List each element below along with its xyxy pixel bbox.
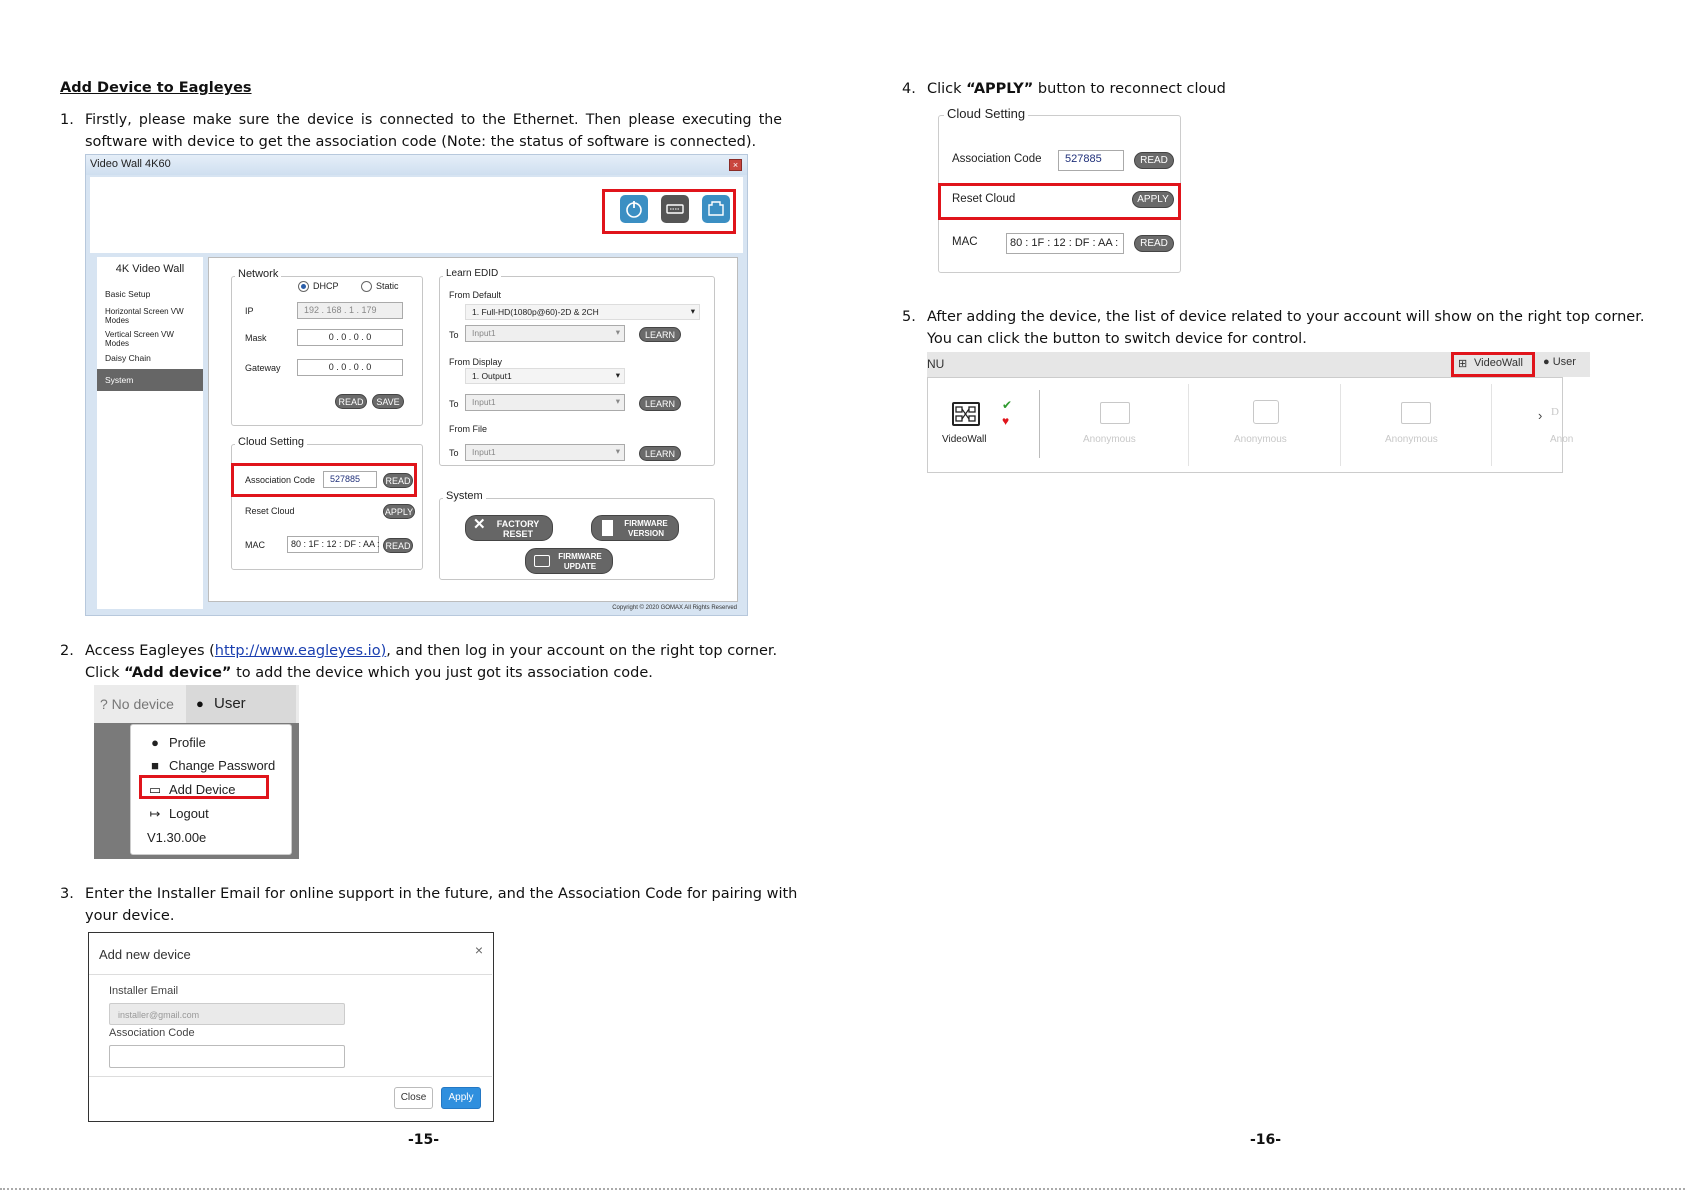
menu-item-logout[interactable]: ↦ Logout bbox=[147, 806, 209, 822]
cloud-apply-button[interactable]: APPLY bbox=[383, 504, 415, 519]
upload-icon bbox=[534, 555, 550, 567]
step-2: 2. Access Eagleyes (http://www.eagleyes.io), and then log in your account on the right top corner. Click “Add device” to add the device which you just got its association code. bbox=[60, 643, 778, 681]
close-button[interactable]: Close bbox=[394, 1087, 433, 1109]
mac-read-button[interactable]: READ bbox=[1134, 235, 1174, 252]
device-dropdown bbox=[927, 377, 1574, 473]
user-icon: ● bbox=[151, 735, 159, 750]
sidebar-item-basic-setup[interactable]: Basic Setup bbox=[105, 289, 151, 299]
step-4: 4. Click “APPLY” button to reconnect cloud bbox=[902, 81, 1226, 97]
highlight-box bbox=[139, 775, 269, 799]
dialog-title: Add new device bbox=[99, 947, 191, 962]
device-card-anonymous[interactable]: Anonymous bbox=[1342, 384, 1492, 466]
sidebar-item-vertical[interactable]: Vertical Screen VW Modes bbox=[105, 330, 174, 348]
close-icon[interactable]: × bbox=[729, 159, 742, 171]
device-card-anonymous[interactable]: Anonymous bbox=[1041, 384, 1189, 466]
association-code-input[interactable] bbox=[109, 1045, 345, 1068]
outlet-icon bbox=[1253, 400, 1279, 424]
device-card-videowall[interactable]: VideoWall ✔ ♥ bbox=[942, 398, 1013, 445]
page-number: -15- bbox=[408, 1132, 440, 1148]
wrench-icon: ✕ bbox=[473, 516, 486, 533]
highlight-box bbox=[231, 463, 417, 497]
apply-button[interactable]: Apply bbox=[441, 1087, 481, 1109]
factory-reset-button[interactable]: ✕ FACTORY RESET bbox=[465, 515, 553, 541]
app-titlebar: Video Wall 4K60 × bbox=[86, 155, 747, 175]
divider bbox=[1039, 390, 1040, 458]
no-device-label[interactable]: ? No device bbox=[100, 696, 174, 712]
network-icon bbox=[1100, 402, 1130, 424]
document-icon bbox=[602, 520, 613, 536]
default-edid-select[interactable]: 1. Full-HD(1080p@60)-2D & 2CH ▾ bbox=[465, 304, 700, 320]
learn3-button[interactable]: LEARN bbox=[639, 446, 681, 461]
highlight-box bbox=[1451, 352, 1535, 377]
version-label: V1.30.00e bbox=[147, 830, 207, 845]
eagleyes-link[interactable]: http://www.eagleyes.io) bbox=[214, 643, 387, 659]
device-navbar: NU ⊞ VideoWall ● User bbox=[927, 352, 1590, 377]
to1-select[interactable]: Input1 ▾ bbox=[465, 325, 625, 342]
step-1: 1. Firstly, please make sure the device is connected to the Ethernet. Then please executing the software with device to get the association code (Note: the status of software is connected). bbox=[60, 112, 782, 150]
static-radio[interactable] bbox=[361, 281, 372, 292]
videowall-icon: ⊞ bbox=[1458, 358, 1468, 370]
to3-select[interactable]: Input1 ▾ bbox=[465, 444, 625, 461]
logout-icon: ↦ bbox=[149, 806, 161, 821]
network-read-button[interactable]: READ bbox=[335, 394, 367, 409]
firmware-version-button[interactable]: FIRMWARE VERSION bbox=[591, 515, 679, 541]
page-bottom-rule bbox=[0, 1188, 1685, 1190]
dhcp-radio[interactable] bbox=[298, 281, 309, 292]
mask-field[interactable]: 0 . 0 . 0 . 0 bbox=[297, 329, 403, 346]
device-list-screenshot bbox=[927, 352, 1590, 475]
videowall-device-button[interactable]: ⊞ VideoWall bbox=[1452, 354, 1532, 375]
account-menu-screenshot bbox=[94, 685, 299, 859]
section-heading: Add Device to Eagleyes bbox=[60, 80, 252, 96]
to2-select[interactable]: Input1 ▾ bbox=[465, 394, 625, 411]
user-menu-toggle[interactable]: ● User bbox=[186, 685, 296, 723]
add-device-dialog: Add new device × Installer Email installer@gmail.com Association Code Close Apply bbox=[88, 932, 494, 1122]
cloud-read-button[interactable]: READ bbox=[383, 473, 413, 488]
highlight-box bbox=[938, 183, 1181, 220]
menu-item-change-password[interactable]: ■ Change Password bbox=[147, 758, 275, 773]
page-number: -16- bbox=[1250, 1132, 1282, 1148]
mac-field[interactable]: 80 : 1F : 12 : DF : AA : bbox=[287, 536, 379, 553]
lock-icon: ■ bbox=[151, 758, 159, 773]
sidebar-item-daisy-chain[interactable]: Daisy Chain bbox=[105, 353, 151, 363]
gateway-field[interactable]: 0 . 0 . 0 . 0 bbox=[297, 359, 403, 376]
sidebar-item-system[interactable]: System bbox=[97, 369, 203, 391]
check-icon: ✔ bbox=[1002, 398, 1013, 412]
cloud-setting-closeup: Cloud Setting Association Code 527885 READ Reset Cloud APPLY MAC 80 : 1F : 12 : DF : AA : READ bbox=[938, 105, 1183, 275]
next-arrow-icon[interactable]: › bbox=[1538, 408, 1543, 423]
app-sidebar: 4K Video Wall Basic Setup Horizontal Screen VW Modes Vertical Screen VW Modes Daisy Chain System bbox=[97, 257, 203, 609]
association-code-field[interactable]: 527885 bbox=[1058, 150, 1124, 171]
user-menu-toggle[interactable]: ● User bbox=[1543, 356, 1576, 368]
association-code-field[interactable]: 527885 bbox=[323, 471, 377, 488]
device-card-partial[interactable]: D Anon bbox=[1550, 406, 1574, 445]
sidebar-item-horizontal[interactable]: Horizontal Screen VW Modes bbox=[105, 307, 184, 325]
videowall-icon bbox=[952, 402, 980, 426]
menu-item-profile[interactable]: ● Profile bbox=[147, 735, 206, 750]
app-main-panel: Network DHCP Static IP 192 . 168 . 1 . 179 Mask 0 . 0 . 0 . 0 Gateway 0 . 0 . 0 . 0 READ SAVE Cloud Setting Association Code 527885 READ Reset Cloud APPLY MAC 80 : 1F : 12 : DF : AA : READ Learn EDID From Default 1. Full-HD(1080p@60)-2D & 2CH ▾ To Input1 ▾ LEARN From Display 1. Output1 ▾ To Input1 ▾ LEARN From File To Input1 ▾ LEARN System ✕ FACTORY RESET FIRMWARE VERSION FIRMWARE UPDATE bbox=[208, 257, 738, 602]
divider bbox=[89, 1076, 492, 1077]
learn2-button[interactable]: LEARN bbox=[639, 396, 681, 411]
learn1-button[interactable]: LEARN bbox=[639, 327, 681, 342]
monitor-icon bbox=[1401, 402, 1431, 424]
mac-read-button[interactable]: READ bbox=[383, 538, 413, 553]
highlight-box bbox=[602, 189, 736, 234]
network-save-button[interactable]: SAVE bbox=[372, 394, 404, 409]
installer-email-input[interactable]: installer@gmail.com bbox=[109, 1003, 345, 1025]
hdd-icon: ▭ bbox=[148, 782, 162, 797]
ip-field[interactable]: 192 . 168 . 1 . 179 bbox=[297, 302, 403, 319]
mac-field[interactable]: 80 : 1F : 12 : DF : AA : bbox=[1006, 233, 1124, 254]
divider bbox=[89, 974, 492, 975]
user-icon: ● bbox=[196, 696, 204, 711]
firmware-update-button[interactable]: FIRMWARE UPDATE bbox=[525, 548, 613, 574]
step-5: 5. After adding the device, the list of device related to your account will show on the right top corner. You can click the button to switch device for control. bbox=[902, 309, 1645, 347]
step-3: 3. Enter the Installer Email for online support in the future, and the Association Code for pairing with your device. bbox=[60, 886, 798, 924]
display-select[interactable]: 1. Output1 ▾ bbox=[465, 368, 625, 384]
close-icon[interactable]: × bbox=[474, 942, 483, 958]
app-window: Video Wall 4K60 × 4K Video Wall Basic Setup Horizontal Screen VW Modes Vertical Screen VW Modes Daisy Chain System Network DHCP Static IP 192 . 168 . 1 . 179 Mask 0 . 0 . 0 . 0 Gateway 0 . 0 . 0 . 0 READ SAVE Cloud Setting Association Code 527885 READ Reset Cloud APPLY MAC 80 : 1F : 12 : DF : AA : READ Learn EDID From Default 1. Full-HD(1080p@60)-2D & 2CH ▾ To Input1 ▾ LEARN From Display 1. Output1 ▾ To Input1 ▾ LEARN From File To Input1 ▾ LEARN System ✕ FACTORY RESET FIRMWARE VERSION FIRMWARE UPDATE Copyright © 2020 GOMAX All Rights Reserved bbox=[85, 154, 748, 616]
device-card-anonymous[interactable]: Anonymous bbox=[1191, 384, 1341, 466]
heart-icon: ♥ bbox=[1002, 414, 1010, 428]
menu-item-add-device[interactable]: ▭ Add Device bbox=[148, 782, 236, 797]
cloud-apply-button[interactable]: APPLY bbox=[1132, 191, 1174, 208]
user-icon: ● bbox=[1543, 356, 1550, 368]
cloud-read-button[interactable]: READ bbox=[1134, 152, 1174, 169]
